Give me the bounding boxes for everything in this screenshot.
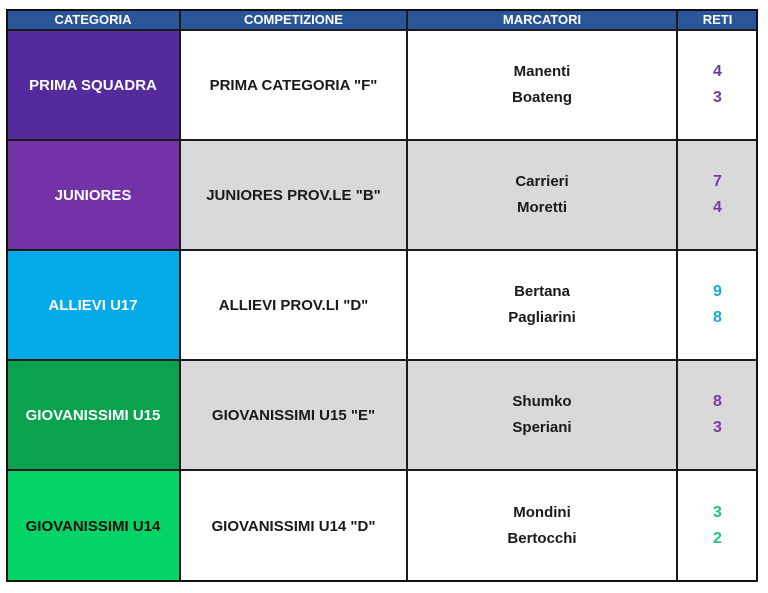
competition-cell: [180, 470, 407, 582]
category-label: GIOVANISSIMI U15: [25, 406, 161, 424]
goals-cell: [677, 30, 758, 140]
goals-cell: [677, 140, 758, 250]
table-row: [6, 140, 758, 250]
table-row: [6, 360, 758, 470]
header-reti: RETI: [677, 9, 758, 30]
goals-value: 9: [713, 283, 722, 300]
competition-label: ALLIEVI PROV.LI "D": [218, 296, 369, 314]
category-cell: [6, 30, 180, 140]
category-label: GIOVANISSIMI U14: [25, 517, 161, 535]
goals-value: 4: [713, 63, 722, 80]
category-cell: [6, 470, 180, 582]
goals-value: 3: [713, 419, 722, 436]
scorer-name: Pagliarini: [508, 309, 576, 326]
scorer-name: Boateng: [512, 89, 572, 106]
scorers-cell: [407, 140, 677, 250]
goals-value: 2: [713, 530, 722, 547]
scorers-cell: [407, 30, 677, 140]
goals-value: 7: [713, 173, 722, 190]
category-label: JUNIORES: [54, 186, 132, 204]
goals-value: 4: [713, 199, 722, 216]
table-row: [6, 30, 758, 140]
scorers-cell: [407, 360, 677, 470]
scorer-name: Speriani: [512, 419, 572, 436]
scorer-name: Shumko: [512, 393, 572, 410]
scorer-name: Manenti: [513, 63, 571, 80]
goals-cell: [677, 360, 758, 470]
goals-value: 8: [713, 309, 722, 326]
competition-label: PRIMA CATEGORIA "F": [209, 76, 378, 94]
goals-cell: [677, 250, 758, 360]
header-competizione: COMPETIZIONE: [180, 9, 407, 30]
competition-label: GIOVANISSIMI U15 "E": [211, 406, 376, 424]
competition-label: JUNIORES PROV.LE "B": [206, 186, 381, 204]
goals-cell: [677, 470, 758, 582]
competition-cell: [180, 30, 407, 140]
competition-cell: [180, 360, 407, 470]
header-marcatori: MARCATORI: [407, 9, 677, 30]
header-categoria: CATEGORIA: [6, 9, 180, 30]
category-cell: [6, 140, 180, 250]
category-label: PRIMA SQUADRA: [29, 76, 157, 94]
goals-value: 3: [713, 89, 722, 106]
table-row: [6, 470, 758, 582]
scorers-cell: [407, 470, 677, 582]
category-cell: [6, 250, 180, 360]
competition-label: GIOVANISSIMI U14 "D": [211, 517, 376, 535]
category-cell: [6, 360, 180, 470]
scorers-table: [6, 9, 758, 582]
scorer-name: Moretti: [517, 199, 567, 216]
scorer-name: Carrieri: [515, 173, 569, 190]
category-label: ALLIEVI U17: [48, 296, 138, 314]
competition-cell: [180, 140, 407, 250]
competition-cell: [180, 250, 407, 360]
scorer-name: Bertana: [514, 283, 570, 300]
scorer-name: Bertocchi: [507, 530, 577, 547]
goals-value: 8: [713, 393, 722, 410]
goals-value: 3: [713, 504, 722, 521]
scorers-cell: [407, 250, 677, 360]
scorer-name: Mondini: [513, 504, 571, 521]
table-row: [6, 250, 758, 360]
